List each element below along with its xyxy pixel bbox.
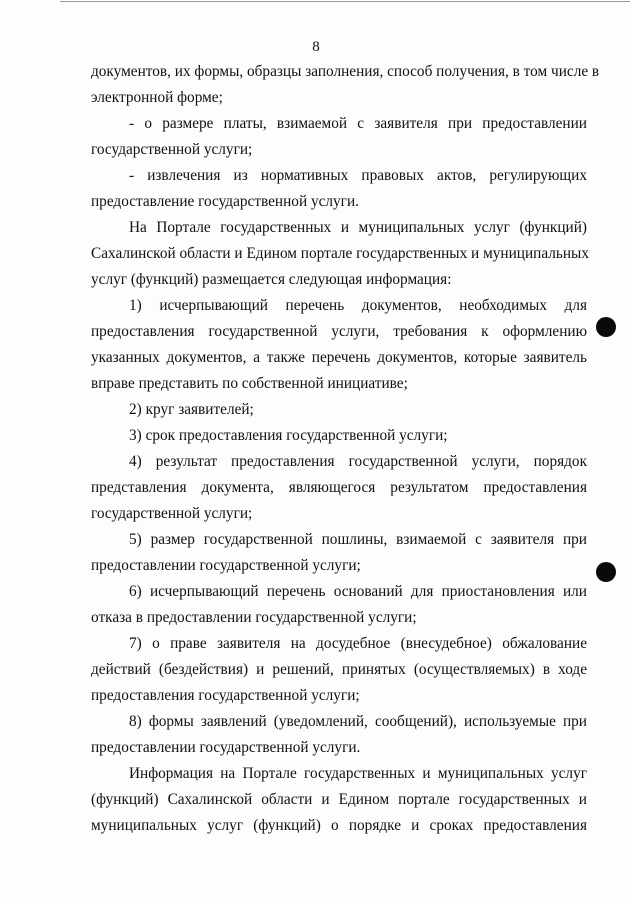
- text-line: муниципальных услуг (функций) о порядке и сроках предоставления: [91, 817, 587, 834]
- text-line: государственной услуги;: [91, 141, 253, 158]
- text-line: 7) о праве заявителя на досудебное (внесудебное) обжалование: [129, 635, 587, 652]
- top-edge-line: [60, 1, 630, 2]
- text-line: 1) исчерпывающий перечень документов, необходимых для: [129, 297, 587, 314]
- text-line: Информация на Портале государственных и муниципальных услуг: [129, 765, 587, 782]
- text-line: 8) формы заявлений (уведомлений, сообщений), используемые при: [129, 713, 587, 730]
- text-line: - извлечения из нормативных правовых актов, регулирующих: [129, 167, 587, 184]
- page-number: 8: [312, 39, 320, 55]
- text-line: 6) исчерпывающий перечень оснований для приостановления или: [129, 583, 587, 600]
- text-line: государственной услуги;: [91, 505, 253, 522]
- text-line: предоставления государственной услуги, требования к оформлению: [91, 323, 587, 340]
- text-line: действий (бездействия) и решений, принятых (осуществляемых) в ходе: [91, 661, 587, 678]
- text-line: 2) круг заявителей;: [129, 401, 254, 418]
- text-line: документов, их формы, образцы заполнения, способ получения, в том числе в: [91, 63, 600, 80]
- text-line: На Портале государственных и муниципальных услуг (функций): [129, 219, 587, 236]
- binder-hole-icon: [596, 562, 616, 582]
- text-line: предоставление государственной услуги.: [91, 193, 359, 210]
- text-line: указанных документов, а также перечень документов, которые заявитель: [91, 349, 587, 366]
- text-line: 5) размер государственной пошлины, взимаемой с заявителя при: [129, 531, 587, 548]
- text-line: (функций) Сахалинской области и Едином портале государственных и: [91, 791, 587, 808]
- text-line: - о размере платы, взимаемой с заявителя при предоставлении: [129, 115, 587, 132]
- text-line: Сахалинской области и Едином портале государственных и муниципальных: [91, 245, 589, 262]
- text-line: предоставлении государственной услуги;: [91, 557, 361, 574]
- document-body: [91, 59, 600, 839]
- text-line: 3) срок предоставления государственной услуги;: [129, 427, 448, 444]
- text-line: предоставлении государственной услуги.: [91, 739, 361, 756]
- text-line: электронной форме;: [91, 89, 223, 106]
- text-line: отказа в предоставлении государственной услуги;: [91, 609, 417, 626]
- text-line: представления документа, являющегося результатом предоставления: [91, 479, 587, 496]
- text-line: вправе представить по собственной инициативе;: [91, 375, 408, 392]
- text-line: предоставления государственной услуги;: [91, 687, 360, 704]
- text-line: услуг (функций) размещается следующая информация:: [91, 271, 452, 288]
- text-line: 4) результат предоставления государственной услуги, порядок: [129, 453, 587, 470]
- binder-hole-icon: [596, 317, 616, 337]
